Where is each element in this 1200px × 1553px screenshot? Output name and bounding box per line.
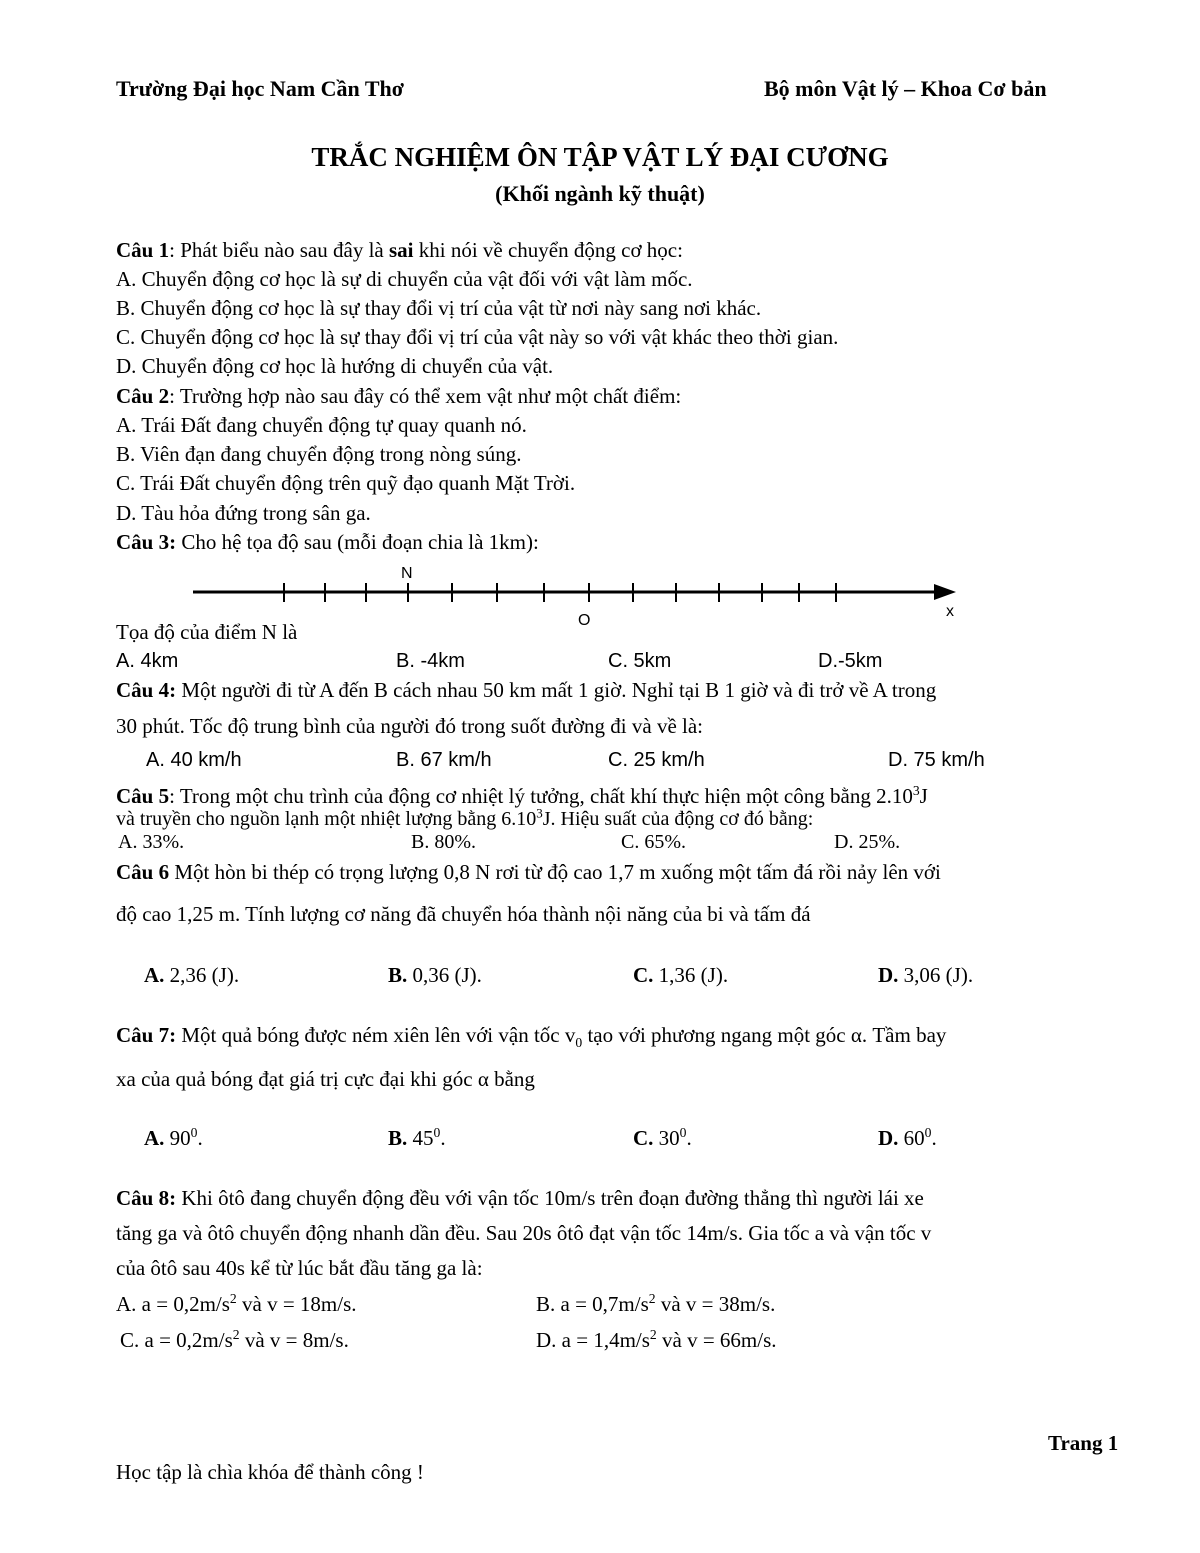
- axis-label-origin: O: [578, 612, 591, 629]
- question-8-label: Câu 8:: [116, 1186, 177, 1210]
- question-4-option-b: B. 67 km/h: [396, 749, 492, 771]
- emphasis-word: sai: [388, 238, 414, 262]
- question-3-option-b: B. -4km: [396, 650, 465, 672]
- question-4-option-d: D. 75 km/h: [888, 749, 985, 771]
- question-7-option-b: B. $45^0$.: [388, 1125, 446, 1150]
- footer-motto: Học tập là chìa khóa để thành công !: [116, 1460, 424, 1484]
- question-5-option-b: B. 80%.: [411, 831, 476, 853]
- question-3-option-c: C. 5km: [608, 650, 672, 672]
- question-2-option-d: D. Tàu hỏa đứng trong sân ga.: [116, 501, 371, 525]
- question-5-option-c: C. 65%.: [621, 831, 686, 853]
- question-4-option-c: C. 25 km/h: [608, 749, 705, 771]
- question-8-stem-line-3: của ôtô sau 40s kể từ lúc bắt đầu tăng ga là:: [116, 1256, 483, 1280]
- question-6-option-c: C. 1,36 (J).: [633, 963, 729, 987]
- question-8-option-b: B. $a = 0,7m/s^2$ và v = 38m/s.: [536, 1291, 776, 1316]
- question-1-option-a: A. Chuyển động cơ học là sự di chuyển của vật đối với vật làm mốc.: [116, 267, 693, 291]
- axis-arrowhead: [934, 584, 956, 600]
- question-8-stem-line-2: tăng ga và ôtô chuyển động nhanh dần đều. Sau 20s ôtô đạt vận tốc 14m/s. Gia tốc a và vận tốc v: [116, 1221, 932, 1245]
- question-7-stem-line-2: xa của quả bóng đạt giá trị cực đại khi góc α bằng: [116, 1067, 535, 1091]
- question-7-label: Câu 7:: [116, 1023, 177, 1047]
- axis-label-x: x: [946, 603, 954, 620]
- question-4-stem-line-2: 30 phút. Tốc độ trung bình của người đó trong suốt đường đi và về là:: [116, 714, 704, 738]
- school-name: Trường Đại học Nam Cần Thơ: [116, 76, 404, 101]
- question-6-option-a: A. 2,36 (J).: [144, 963, 240, 987]
- question-8-option-c: C. $a = 0,2m/s^2$ và v = 8m/s.: [120, 1327, 349, 1352]
- question-3-option-a: A. 4km: [116, 650, 179, 672]
- question-6-option-d: D. 3,06 (J).: [878, 963, 974, 987]
- department-name: Bộ môn Vật lý – Khoa Cơ bản: [764, 76, 1047, 101]
- page-subtitle: (Khối ngành kỹ thuật): [495, 181, 705, 206]
- question-3-label: Câu 3:: [116, 530, 177, 554]
- question-5-option-a: A. 33%.: [118, 831, 185, 853]
- question-8-option-a: A. $a = 0,2m/s^2$ và v = 18m/s.: [116, 1291, 357, 1316]
- question-5-stem-line-1: Câu 5: Trong một chu trình của động cơ nhiệt lý tưởng, chất khí thực hiện một công bằng 2.10$^3$J: [116, 783, 928, 808]
- question-1-option-b: B. Chuyển động cơ học là sự thay đổi vị trí của vật từ nơi này sang nơi khác.: [116, 296, 762, 320]
- question-7-option-c: C. $30^0$.: [633, 1125, 692, 1150]
- question-2-stem: Câu 2: Trường hợp nào sau đây có thể xem vật như một chất điểm:: [116, 384, 682, 408]
- question-3-option-d: D.-5km: [818, 650, 883, 672]
- question-1-option-c: C. Chuyển động cơ học là sự thay đổi vị trí của vật này so với vật khác theo thời gian.: [116, 325, 839, 349]
- page-title: TRẮC NGHIỆM ÔN TẬP VẬT LÝ ĐẠI CƯƠNG: [311, 142, 889, 172]
- question-7-stem-line-1: Câu 7: Một quả bóng được ném xiên lên với vận tốc $v_0$ tạo với phương ngang một góc α. Tầm bay: [116, 1023, 947, 1051]
- page-number: Trang 1: [1048, 1431, 1119, 1455]
- question-6-stem-line-2: độ cao 1,25 m. Tính lượng cơ năng đã chuyển hóa thành nội năng của bi và tấm đá: [116, 902, 811, 926]
- question-3-prompt: Tọa độ của điểm N là: [116, 620, 298, 644]
- question-6-option-b: B. 0,36 (J).: [388, 963, 482, 987]
- question-2-option-c: C. Trái Đất chuyển động trên quỹ đạo quanh Mặt Trời.: [116, 471, 576, 495]
- question-6-stem-line-1: Câu 6 Một hòn bi thép có trọng lượng 0,8 N rơi từ độ cao 1,7 m xuống một tấm đá rồi nảy lên với: [116, 860, 941, 884]
- question-1-label: Câu 1: [116, 238, 170, 262]
- question-5-label: Câu 5: [116, 784, 170, 808]
- question-7-option-d: D. $60^0$.: [878, 1125, 937, 1150]
- question-5-stem-line-2: và truyền cho nguồn lạnh một nhiệt lượng bằng 6.10$^3$J. Hiệu suất của động cơ đó bằng:: [116, 805, 814, 830]
- question-2-label: Câu 2: [116, 384, 170, 408]
- question-1-stem: Câu 1: Phát biểu nào sau đây là sai khi nói về chuyển động cơ học:: [116, 238, 683, 262]
- question-8-stem-line-1: Câu 8: Khi ôtô đang chuyển động đều với vận tốc 10m/s trên đoạn đường thẳng thì người lái xe: [116, 1186, 924, 1210]
- question-7-option-a: A. $90^0$.: [144, 1125, 203, 1150]
- axis-label-n: N: [401, 565, 413, 582]
- question-8-option-d: D. $a = 1,4m/s^2$ và v = 66m/s.: [536, 1327, 777, 1352]
- question-4-label: Câu 4:: [116, 678, 177, 702]
- question-5-option-d: D. 25%.: [834, 831, 901, 853]
- question-3-stem: Câu 3: Cho hệ tọa độ sau (mỗi đoạn chia là 1km):: [116, 530, 539, 554]
- question-2-option-b: B. Viên đạn đang chuyển động trong nòng súng.: [116, 442, 522, 466]
- question-2-option-a: A. Trái Đất đang chuyển động tự quay quanh nó.: [116, 413, 527, 437]
- question-4-option-a: A. 40 km/h: [146, 749, 242, 771]
- question-4-stem-line-1: Câu 4: Một người đi từ A đến B cách nhau 50 km mất 1 giờ. Nghỉ tại B 1 giờ và đi trở về A trong: [116, 678, 937, 702]
- question-6-label: Câu 6: [116, 860, 170, 884]
- question-1-option-d: D. Chuyển động cơ học là hướng di chuyển của vật.: [116, 354, 554, 378]
